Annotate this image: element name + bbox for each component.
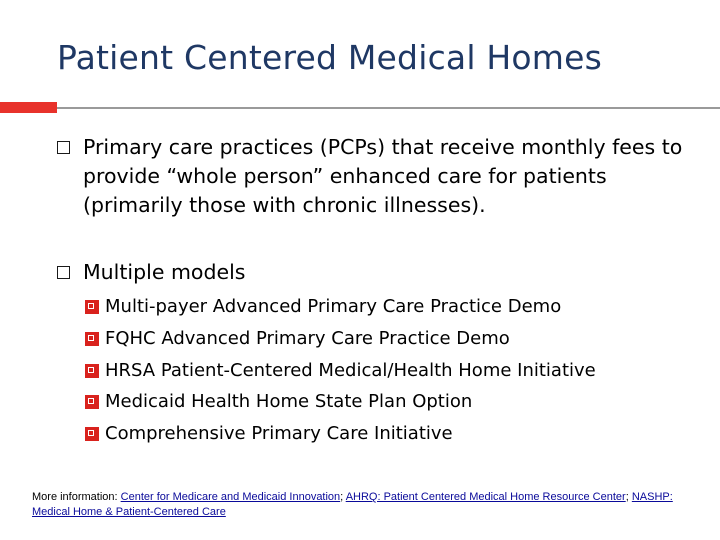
bullet-2-text: Multiple models: [83, 260, 246, 284]
hollow-square-icon: [57, 266, 70, 279]
link-cmmi[interactable]: Center for Medicare and Medicaid Innovation: [120, 491, 341, 503]
slide-title: Patient Centered Medical Homes: [57, 38, 603, 77]
sub-bullet-4: [85, 388, 705, 416]
sub-bullet-2-text: FQHC Advanced Primary Care Practice Demo: [105, 328, 510, 349]
hollow-square-icon: [57, 141, 70, 154]
bullet-1-text: Primary care practices (PCPs) that receive monthly fees to provide “whole person” enhanced care for patients (primarily those with chronic illnesses).: [83, 135, 683, 217]
red-square-bullet-icon: [85, 395, 99, 409]
red-square-bullet-icon: [85, 427, 99, 441]
sub-bullet-4-text: Medicaid Health Home State Plan Option: [105, 391, 473, 412]
separator: ;: [625, 491, 632, 503]
red-square-bullet-icon: [85, 364, 99, 378]
sub-bullet-2: [85, 325, 705, 353]
sub-bullet-3-text: HRSA Patient-Centered Medical/Health Home Initiative: [105, 360, 596, 381]
sub-bullet-1: [85, 293, 705, 321]
link-ahrq-pcmh[interactable]: AHRQ: Patient Centered Medical Home Resource Center: [345, 491, 626, 503]
red-square-bullet-icon: [85, 332, 99, 346]
bullet-2: [57, 258, 697, 288]
sub-bullet-5: [85, 420, 705, 448]
sub-bullet-3: [85, 357, 705, 385]
title-accent-bar: [0, 102, 57, 113]
more-information: [32, 490, 692, 520]
title-divider: [57, 107, 720, 109]
link-nashp[interactable]: NASHP: Medical Home & Patient-Centered Care: [32, 491, 673, 518]
sub-bullet-5-text: Comprehensive Primary Care Initiative: [105, 423, 453, 444]
red-square-bullet-icon: [85, 300, 99, 314]
bullet-1: [57, 133, 697, 223]
separator: ;: [340, 491, 346, 503]
sub-bullet-1-text: Multi-payer Advanced Primary Care Practice Demo: [105, 296, 562, 317]
more-info-label: More information:: [32, 491, 121, 503]
